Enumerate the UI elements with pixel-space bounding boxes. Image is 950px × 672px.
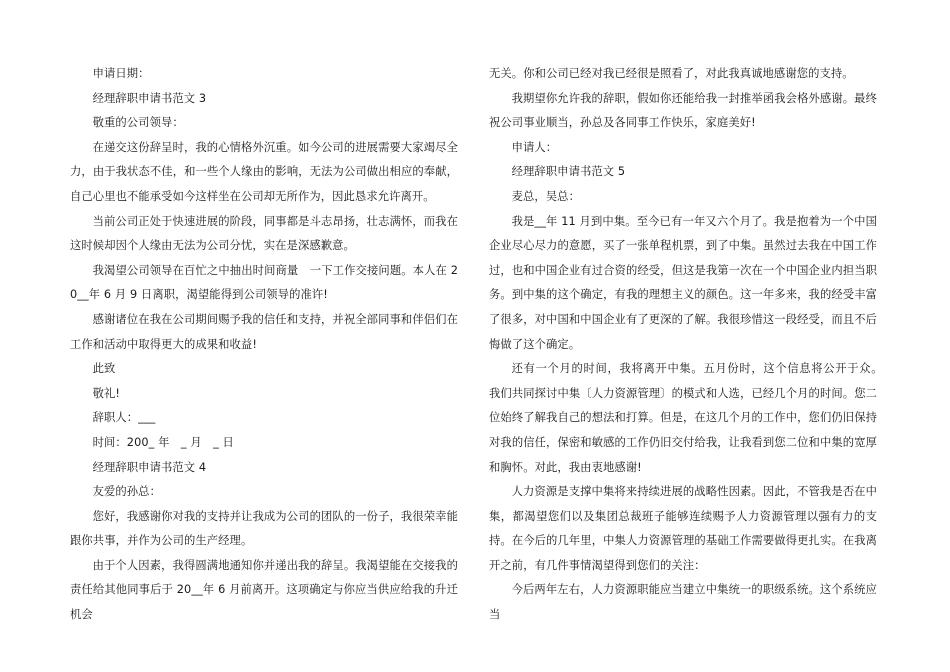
paragraph: 今后两年左右，人力资源职能应当建立中集统一的职级系统。这个系统应当 <box>489 583 877 622</box>
section-heading: 经理辞职申请书范文 5 <box>511 165 626 179</box>
paragraph: 由于个人因素，我得圆满地通知你并递出我的辞呈。我渴望能在交接我的责任给其他同事后于 20__年 6 月前离开。这项确定与你应当供应给我的升迁机会 <box>70 558 458 622</box>
closing: 敬礼! <box>92 386 121 400</box>
signature-line: 辞职人：___ <box>92 411 156 425</box>
right-column <box>489 62 889 628</box>
paragraph: 我渴望公司领导在百忙之中抽出时间商量 一下工作交接问题。本人在 20__年 6 月 9 日离职，渴望能得到公司领导的准许! <box>70 263 458 302</box>
salutation: 友爱的孙总： <box>92 485 161 499</box>
paragraph: 我是__年 11 月到中集。至今已有一年又六个月了。我是抱着为一个中国企业尽心尽力的意愿，买了一张单程机票，到了中集。虽然过去我在中国工作过，也和中国企业有过合资的经受，但这是我第一次在一个中国企业内担当职务。到中集的这个确定，有我的理想主义的颜色。这一年多来，我的经受丰富了很多，对中国和中国企业有了更深的了解。我很珍惜这一段经受，而且不后悔做了这个确定。 <box>489 214 877 351</box>
section-heading: 经理辞职申请书范文 3 <box>92 91 207 105</box>
salutation: 敬重的公司领导： <box>92 116 184 130</box>
section-heading: 经理辞职申请书范文 4 <box>92 460 207 474</box>
paragraph: 人力资源是支撑中集将来持续进展的战略性因素。因此，不管我是否在中集，都渴望您们以及集团总裁班子能够连续赐予人力资源管理以强有力的支持。在今后的几年里，中集人力资源管理的基础工作需要做得更扎实。在我离开之前，有几件事情渴望得到您们的关注： <box>489 485 877 572</box>
paragraph: 申请日期： <box>92 67 150 80</box>
paragraph: 您好，我感谢你对我的支持并让我成为公司的团队的一份子，我很荣幸能跟你共事，并作为公司的生产经理。 <box>70 509 458 548</box>
left-column <box>70 62 458 628</box>
paragraph: 感谢诸位在我在公司期间赐予我的信任和支持，并祝全部同事和伴侣们在工作和活动中取得更大的成果和收益! <box>70 312 458 351</box>
date-line: 时间：200_ 年 _ 月 _ 日 <box>92 435 234 449</box>
paragraph: 还有一个月的时间，我将离开中集。五月份时，这个信息将公开于众。 我们共同探讨中集〔人力资源管理〕的模式和人选，已经几个月的时间。您二位始终了解我自己的想法和打算。但是，在这几个月的工作中，您们仍旧保持对我的信任，保密和敏感的工作仍旧交付给我，让我看到您二位和中集的宽厚和胸怀。对此，我由衷地感谢! <box>489 362 889 474</box>
closing: 此致 <box>92 362 116 376</box>
paragraph-continued: 无关。你和公司已经对我已经很是照看了，对此我真诚地感谢您的支持。 <box>489 67 854 80</box>
paragraph: 我期望你允许我的辞职，假如你还能给我一封推举函我会格外感谢。最终祝公司事业顺当，孙总及各同事工作快乐，家庭美好! <box>489 91 877 130</box>
signature-line: 申请人： <box>511 140 558 154</box>
paragraph: 在递交这份辞呈时，我的心情格外沉重。如今公司的进展需要大家竭尽全力，由于我状态不佳，和一些个人缘由的影响，无法为公司做出相应的奉献，自己心里也不能承受如今这样坐在公司却无所作为，因此恳求允许离开。 <box>70 140 458 203</box>
paragraph: 当前公司正处于快速进展的阶段，同事都是斗志昂扬，壮志满怀，而我在这时候却因个人缘由无法为公司分忧，实在是深感歉意。 <box>70 214 458 253</box>
salutation: 麦总，吴总： <box>511 189 580 203</box>
